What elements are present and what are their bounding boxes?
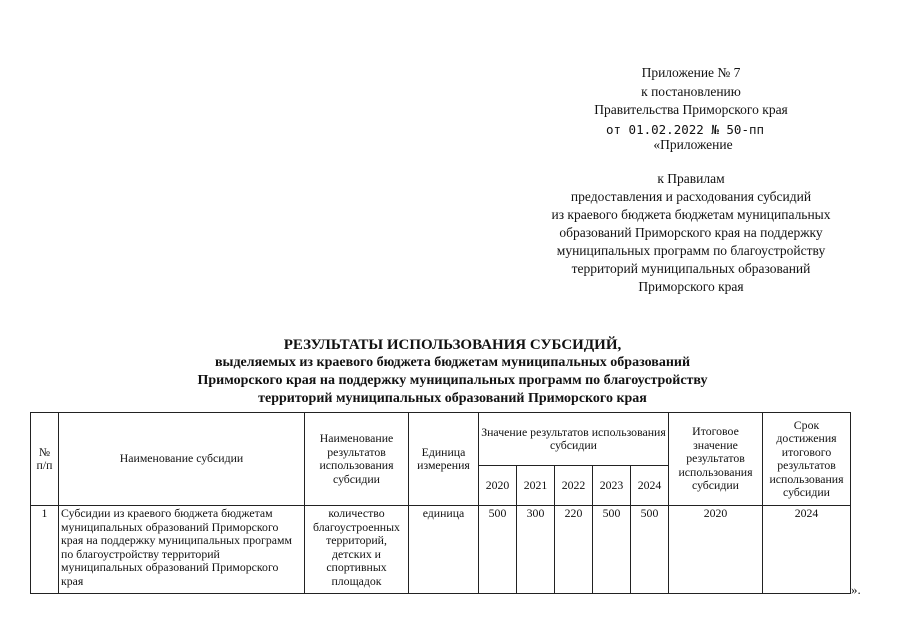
rules-line: образований Приморского края на поддержку (559, 225, 823, 240)
rules-line: территорий муниципальных образований (571, 261, 811, 276)
cell-deadline: 2024 (763, 506, 851, 594)
title-line: территорий муниципальных образований Приморского края (258, 391, 647, 406)
header-values-group: Значение результатов использования субсидии (479, 413, 669, 466)
cell-unit: единица (409, 506, 479, 594)
header-unit: Единица измерения (409, 413, 479, 506)
title-line: выделяемых из краевого бюджета бюджетам муниципальных образований (214, 355, 691, 370)
results-table (30, 412, 851, 594)
table-row (31, 506, 851, 594)
to-resolution: к постановлению (641, 84, 741, 99)
cell-value-2020: 500 (479, 506, 517, 594)
cell-subsidy-name: Субсидии из краевого бюджета бюджетам муниципальных образований Приморского края на поддержку муниципальных программ по благоустройству территорий муниципальных образований Приморского края (59, 506, 305, 594)
rules-line: Приморского края (638, 279, 744, 294)
header-year: 2023 (593, 466, 631, 506)
rules-line: муниципальных программ по благоустройству (556, 243, 826, 258)
header-subsidy-name: Наименование субсидии (59, 413, 305, 506)
rules-line: предоставления и расходования субсидий (570, 189, 812, 204)
header-year: 2022 (555, 466, 593, 506)
government-name: Правительства Приморского края (594, 102, 788, 117)
cell-num: 1 (31, 506, 59, 594)
header-year: 2024 (631, 466, 669, 506)
title-line: РЕЗУЛЬТАТЫ ИСПОЛЬЗОВАНИЯ СУБСИДИЙ, (283, 337, 622, 353)
resolution-date-number: от 01.02.2022 № 50-пп (605, 122, 765, 137)
cell-value-2024: 500 (631, 506, 669, 594)
header-year: 2020 (479, 466, 517, 506)
cell-result-name: количество благоустроенных территорий, детских и спортивных площадок (305, 506, 409, 594)
appendix-number: Приложение № 7 (641, 65, 741, 80)
header-deadline: Срок достижения итогового результатов использования субсидии (763, 413, 851, 506)
header-result-name: Наименование результатов использования субсидии (305, 413, 409, 506)
cell-value-2023: 500 (593, 506, 631, 594)
table-header-row (31, 413, 851, 466)
title-line: Приморского края на поддержку муниципальных программ по благоустройству (197, 373, 708, 388)
header-num: № п/п (31, 413, 59, 506)
cell-value-2022: 220 (555, 506, 593, 594)
cell-value-2021: 300 (517, 506, 555, 594)
header-year: 2021 (517, 466, 555, 506)
header-final-value: Итоговое значение результатов использования субсидии (669, 413, 763, 506)
appendix-open: «Приложение (653, 137, 733, 152)
to-rules: к Правилам (657, 171, 725, 186)
closing-quote: ». (851, 582, 861, 597)
cell-final-value: 2020 (669, 506, 763, 594)
rules-line: из краевого бюджета бюджетам муниципальных (551, 207, 831, 222)
